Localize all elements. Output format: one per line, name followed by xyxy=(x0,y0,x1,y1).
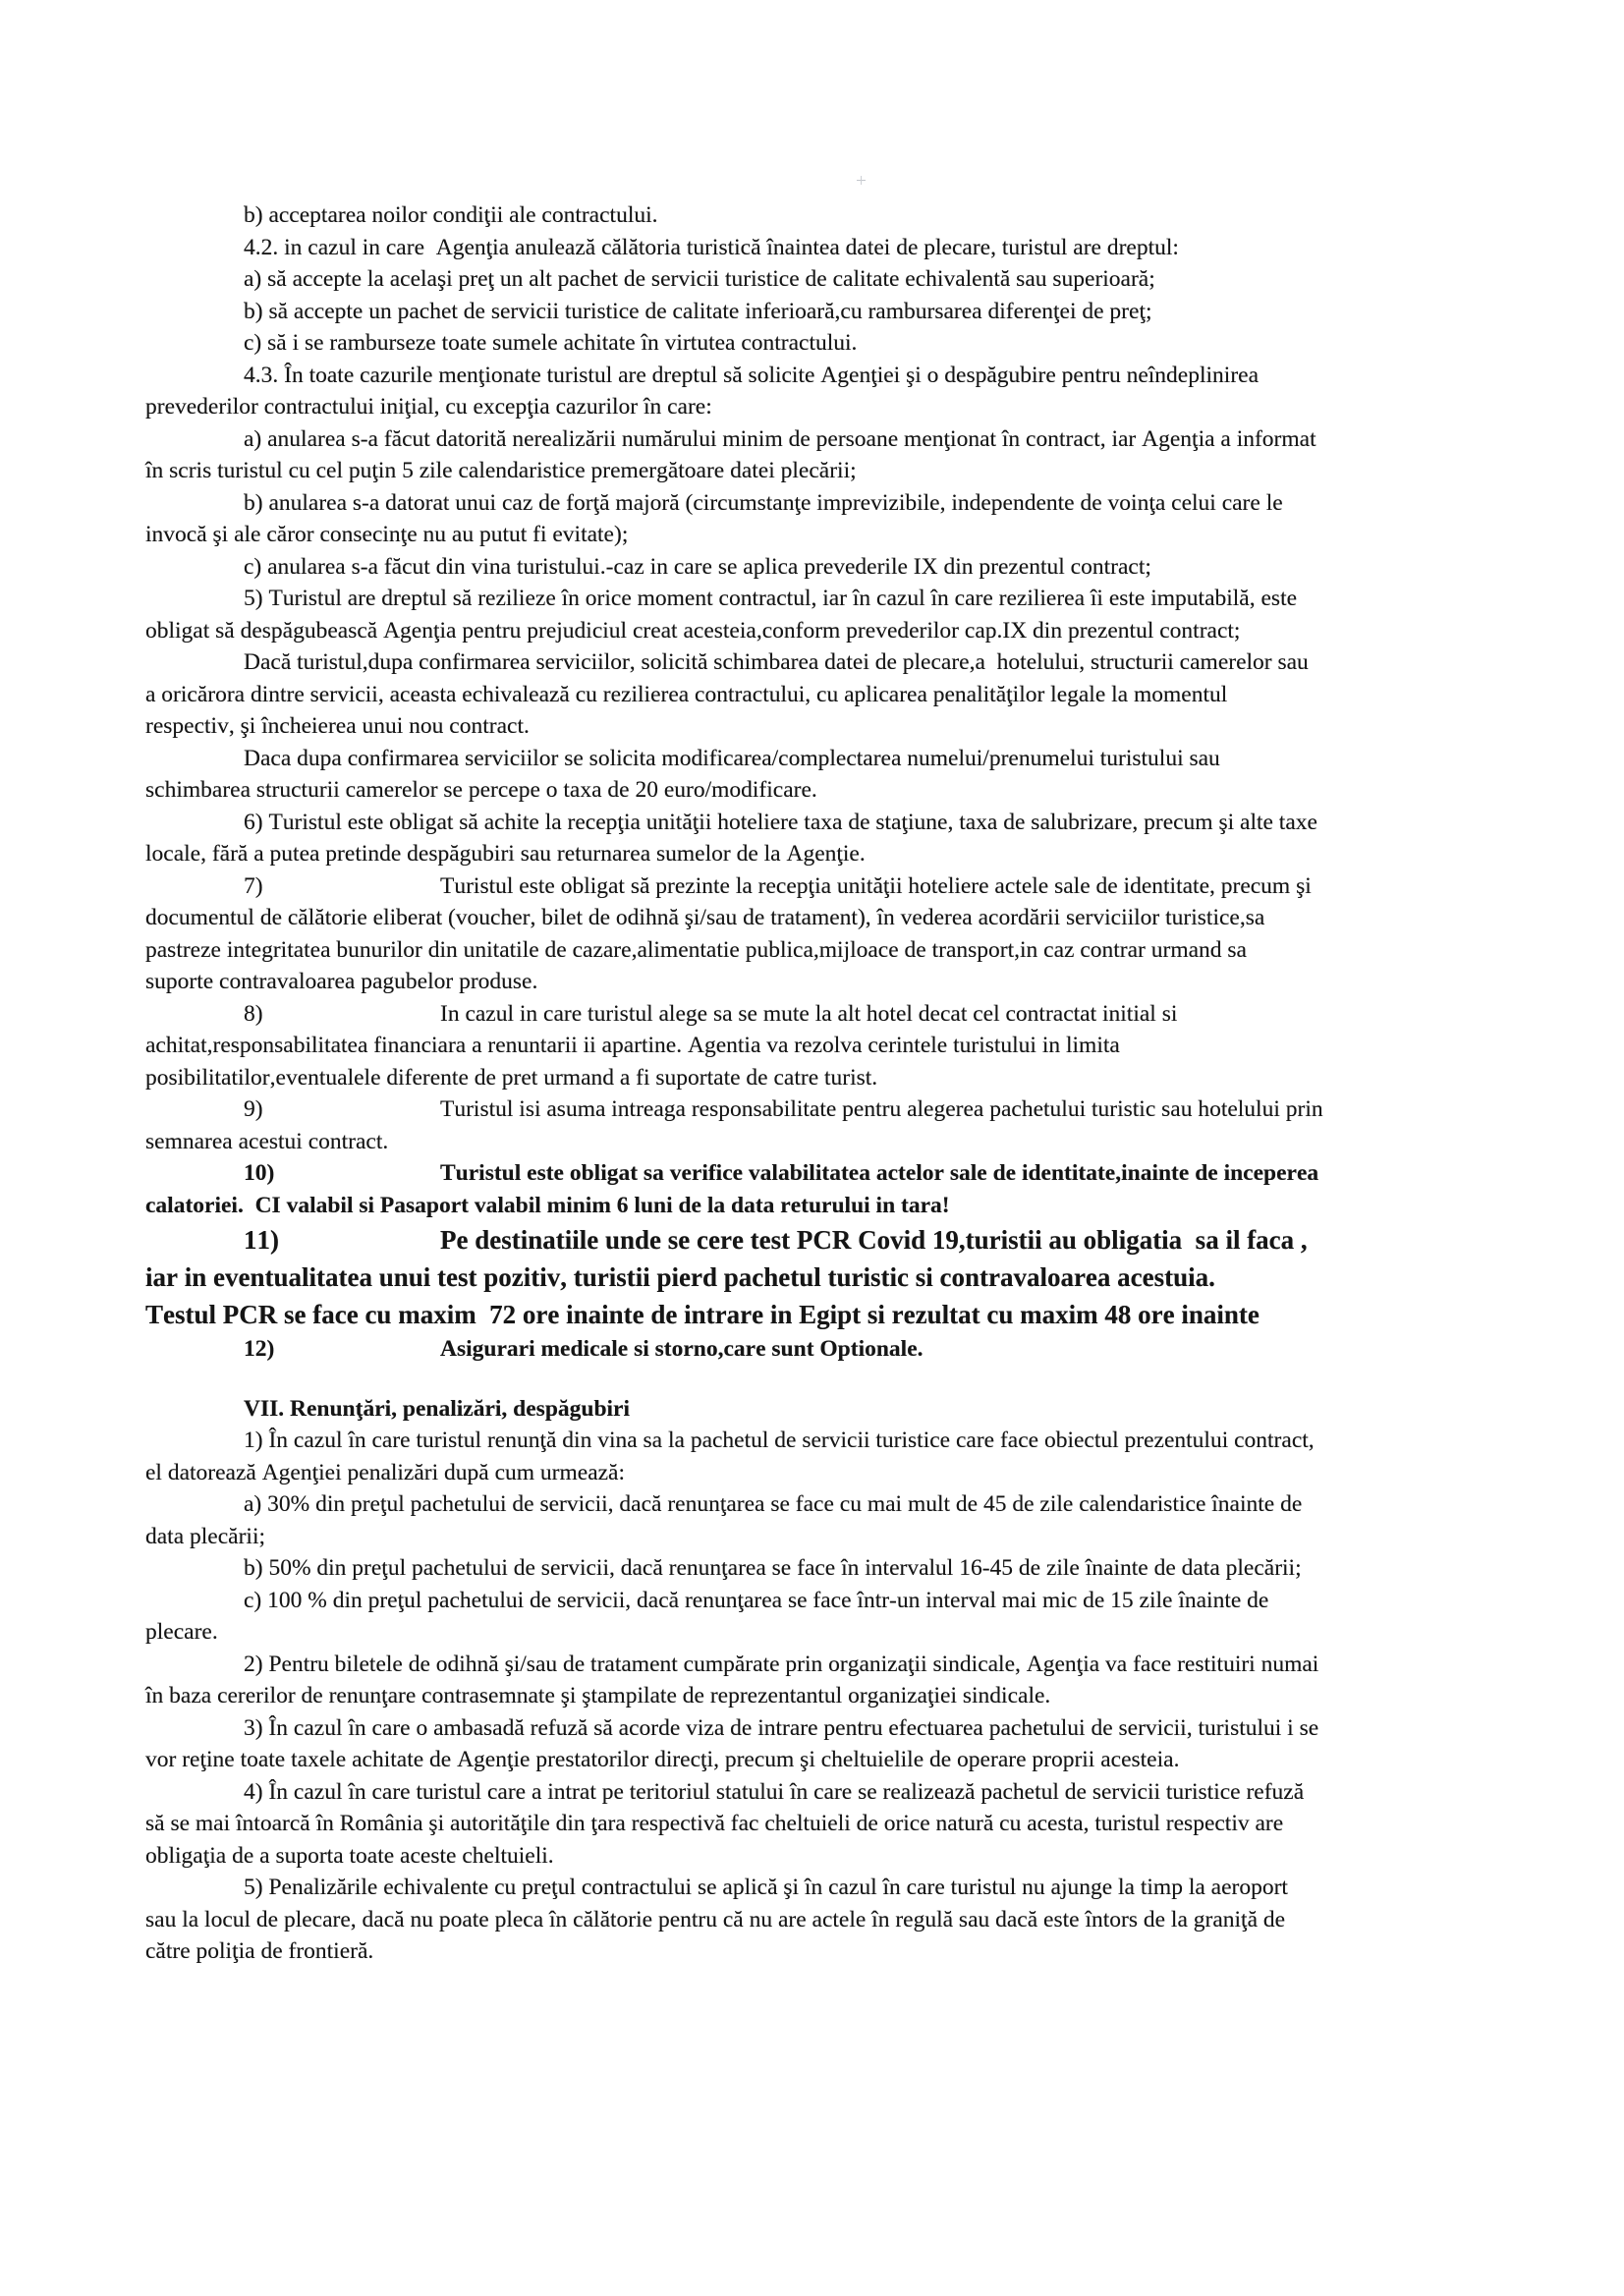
contract-text-line: schimbarea structurii camerelor se percepe o taxa de 20 euro/modificare. xyxy=(145,777,817,803)
contract-text-line xyxy=(145,1093,1590,1126)
contract-text-line: 3) În cazul în care o ambasadă refuză să acorde viza de intrare pentru efectuarea pachetului de servicii, turistului i se xyxy=(244,1714,1319,1741)
contract-text-line: 5) Penalizările echivalente cu preţul contractului se aplică şi în cazul în care turistul nu ajunge la timp la aeroport xyxy=(244,1875,1288,1900)
contract-text-line: a) anularea s-a făcut datorită nerealizării numărului minim de persoane menţionat în contract, iar Agenţia a informat xyxy=(244,425,1316,452)
contract-text-line xyxy=(145,998,1590,1031)
covid-clause-line: Testul PCR se face cu maxim 72 ore inainte de intrare in Egipt si rezultat cu maxim 48 ore inainte xyxy=(145,1300,1260,1329)
contract-text-line: a) să accepte la acelaşi preţ un alt pachet de servicii turistice de calitate echivalentă sau superioară; xyxy=(244,266,1155,292)
contract-text-line: prevederilor contractului iniţial, cu excepţia cazurilor în care: xyxy=(145,394,712,420)
contract-text-line: vor reţine toate taxele achitate de Agenţie prestatorilor direcţi, precum şi cheltuielile de operare proprii acesteia. xyxy=(145,1747,1180,1772)
contract-text-line: 6) Turistul este obligat să achite la recepţia unităţii hoteliere taxa de staţiune, taxa de salubrizare, precum şi alte taxe xyxy=(244,809,1317,835)
contract-text-line: către poliţia de frontieră. xyxy=(145,1938,374,1964)
contract-text-line: respectiv, şi încheierea unui nou contract. xyxy=(145,713,530,739)
contract-text-line: semnarea acestui contract. xyxy=(145,1128,389,1154)
scan-artifact-speck xyxy=(857,176,866,185)
contract-text-block xyxy=(145,199,1590,1968)
contract-text-line xyxy=(145,1157,1590,1190)
covid-clause-line: iar in eventualitatea unui test pozitiv, turistii pierd pachetul turistic si contravaloarea acestuia. xyxy=(145,1262,1215,1292)
contract-text-line: 1) În cazul în care turistul renunţă din vina sa la pachetul de servicii turistice care face obiectul prezentului contract, xyxy=(244,1428,1315,1453)
contract-text-line xyxy=(145,1333,1590,1366)
contract-text-line: invocă şi ale căror consecinţe nu au putut fi evitate); xyxy=(145,522,629,547)
contract-text-line: c) anularea s-a făcut din vina turistului.-caz in care se aplica prevederile IX din prezentul contract; xyxy=(244,553,1151,580)
contract-text-line: Daca dupa confirmarea serviciilor se solicita modificarea/complectarea numelui/prenumelui turistului sau xyxy=(244,745,1220,771)
item-text: Turistul este obligat sa verifice valabilitatea actelor sale de identitate,inainte de inceperea xyxy=(440,1160,1319,1186)
item-text: Pe destinatiile unde se cere test PCR Covid 19,turistii au obligatia sa il faca , xyxy=(440,1225,1308,1255)
contract-text-line: în baza cererilor de renunţare contrasemnate şi ştampilate de reprezentantul organizaţiei sindicale. xyxy=(145,1683,1051,1708)
contract-text-line: 5) Turistul are dreptul să rezilieze în orice moment contractul, iar în cazul în care rezilierea îi este imputabilă, este xyxy=(244,586,1298,611)
contract-text-line: obligaţia de a suporta toate aceste cheltuieli. xyxy=(145,1842,554,1869)
contract-text-line: a) 30% din preţul pachetului de servicii, dacă renunţarea se face cu mai mult de 45 de zile calendaristice înainte de xyxy=(244,1491,1303,1517)
contract-text-line: în scris turistul cu cel puţin 5 zile calendaristice premergătoare datei plecării; xyxy=(145,458,857,483)
contract-text-line: el datorează Agenţiei penalizări după cum urmează: xyxy=(145,1459,626,1485)
covid-clause-line xyxy=(145,1221,1590,1259)
contract-text-line: c) 100 % din preţul pachetului de servicii, dacă renunţarea se face într-un interval mai mic de 15 zile înainte de xyxy=(244,1587,1269,1613)
item-text: Asigurari medicale si storno,care sunt Optionale. xyxy=(440,1336,924,1362)
contract-text-line: plecare. xyxy=(145,1619,218,1645)
contract-text-line: obligat să despăgubească Agenţia pentru prejudiciul creat acesteia,conform prevederilor cap.IX din prezentul contract; xyxy=(145,617,1241,644)
contract-text-line: calatoriei. CI valabil si Pasaport valabil minim 6 luni de la data returului in tara! xyxy=(145,1192,950,1218)
contract-text-line: Dacă turistul,dupa confirmarea serviciilor, solicită schimbarea datei de plecare,a hotelului, structurii camerelor sau xyxy=(244,649,1309,675)
contract-text-line: să se mai întoarcă în România şi autorităţile din ţara respectivă fac cheltuieli de orice natură cu acesta, turistul respectiv are xyxy=(145,1811,1284,1836)
contract-text-line: c) să i se ramburseze toate sumele achitate în virtutea contractului. xyxy=(244,330,858,356)
contract-text-line: 4) În cazul în care turistul care a intrat pe teritoriul statului în care se realizează pachetul de servicii turistice refuză xyxy=(244,1778,1305,1805)
item-number: 9) xyxy=(244,1096,263,1122)
contract-text-line: pastreze integritatea bunurilor din unitatile de cazare,alimentatie publica,mijloace de transport,in caz contrar urmand sa xyxy=(145,936,1247,963)
contract-text-line: 2) Pentru biletele de odihnă şi/sau de tratament cumpărate prin organizaţii sindicale, Agenţia va face restituiri numai xyxy=(244,1651,1319,1677)
contract-text-line: sau la locul de plecare, dacă nu poate pleca în călătorie pentru că nu are actele în regulă sau dacă este întors de la graniţă de xyxy=(145,1906,1286,1932)
contract-text-line: posibilitatilor,eventualele diferente de pret urmand a fi suportate de catre turist. xyxy=(145,1064,878,1091)
contract-text-line xyxy=(145,870,1590,903)
contract-text-line: a oricărora dintre servicii, aceasta echivalează cu rezilierea contractului, cu aplicarea penalităţilor legale la momentul xyxy=(145,681,1228,707)
contract-text-line: achitat,responsabilitatea financiara a renuntarii ii apartine. Agentia va rezolva cerintele turistului in limita xyxy=(145,1033,1120,1058)
item-text: In cazul in care turistul alege sa se mute la alt hotel decat cel contractat initial si xyxy=(440,1000,1178,1027)
contract-text-line: b) să accepte un pachet de servicii turistice de calitate inferioară,cu rambursarea diferenţei de preţ; xyxy=(244,298,1152,324)
paragraph-spacer xyxy=(145,1366,1590,1393)
contract-text-line: b) 50% din preţul pachetului de servicii, dacă renunţarea se face în intervalul 16-45 de zile înainte de data plecării; xyxy=(244,1555,1302,1581)
item-number: 10) xyxy=(244,1160,275,1186)
contract-text-line: 4.3. În toate cazurile menţionate turistul are dreptul să solicite Agenţiei şi o despăgubire pentru neîndeplinirea xyxy=(244,362,1260,388)
contract-text-line: documentul de călătorie eliberat (voucher, bilet de odihnă şi/sau de tratament), în vederea acordării serviciilor turistice,sa xyxy=(145,905,1265,930)
item-number: 11) xyxy=(244,1225,279,1255)
section-vii-heading: VII. Renunţări, penalizări, despăgubiri xyxy=(244,1395,631,1422)
contract-text-line: b) anularea s-a datorat unui caz de forţă majoră (circumstanţe imprevizibile, independente de voinţa celui care le xyxy=(244,489,1283,516)
item-number: 12) xyxy=(244,1336,275,1362)
contract-text-line: b) acceptarea noilor condiţii ale contractului. xyxy=(244,202,658,228)
item-number: 8) xyxy=(244,1000,263,1027)
contract-text-line: 4.2. in cazul in care Agenţia anulează călătoria turistică înaintea datei de plecare, turistul are dreptul: xyxy=(244,234,1179,260)
item-text: Turistul isi asuma intreaga responsabilitate pentru alegerea pachetului turistic sau hotelului prin xyxy=(440,1096,1323,1122)
item-text: Turistul este obligat să prezinte la recepţia unităţii hoteliere actele sale de identitate, precum şi xyxy=(440,872,1312,899)
contract-text-line: suporte contravaloarea pagubelor produse. xyxy=(145,969,538,994)
contract-text-line: data plecării; xyxy=(145,1523,265,1549)
item-number: 7) xyxy=(244,872,263,899)
contract-text-line: locale, fără a putea pretinde despăgubiri sau returnarea sumelor de la Agenţie. xyxy=(145,841,866,867)
scan-artifact-speck-vertical xyxy=(861,176,862,185)
